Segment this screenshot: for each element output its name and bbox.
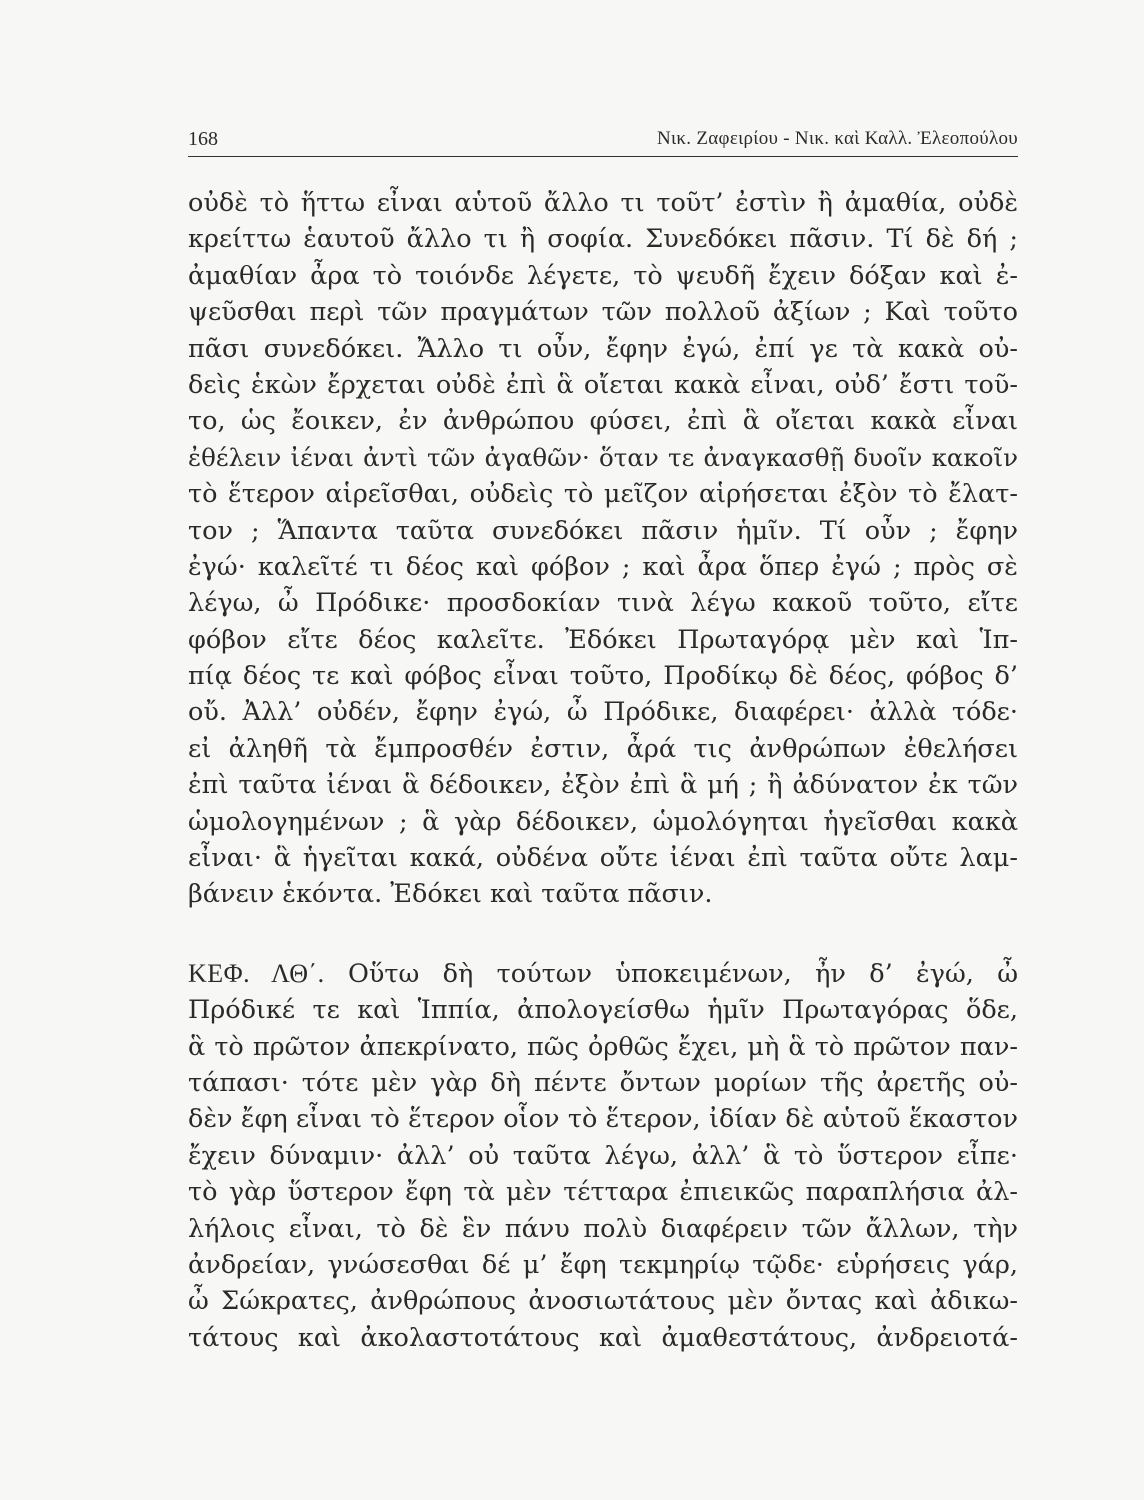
text-line: ἔχειν δύναμιν· ἀλλ’ οὐ ταῦτα λέγω, ἀλλ’ ἃ τὸ ὕστερον εἶπε·	[188, 1140, 1018, 1171]
text-line: δεὶς ἑκὼν ἔρχεται οὐδὲ ἐπὶ ἃ οἴεται κακὰ εἶναι, οὐδ’ ἔστι τοῦ-	[188, 369, 1018, 400]
text-line: φόβον εἴτε δέος καλεῖτε. Ἐδόκει Πρωταγόρᾳ μὲν καὶ Ἱπ-	[188, 624, 1018, 655]
text-line: βάνειν ἑκόντα. Ἐδόκει καὶ ταῦτα πᾶσιν.	[188, 879, 713, 910]
text-line: πίᾳ δέος τε καὶ φόβος εἶναι τοῦτο, Προδίκῳ δὲ δέος, φόβος δ’	[188, 661, 1018, 692]
text-line: οὔ. Ἀλλ’ οὐδέν, ἔφην ἐγώ, ὦ Πρόδικε, διαφέρει· ἀλλὰ τόδε·	[188, 697, 1018, 728]
text-line: ἃ τὸ πρῶτον ἀπεκρίνατο, πῶς ὀρθῶς ἔχει, μὴ ἃ τὸ πρῶτον παν-	[188, 1031, 1018, 1062]
paragraph-2	[188, 956, 1018, 1356]
chapter-heading: ΚΕΦ. ΛΘ΄.	[188, 958, 325, 988]
text-line: κρείττω ἑαυτοῦ ἄλλο τι ἢ σοφία. Συνεδόκει πᾶσιν. Τί δὲ δή ;	[188, 224, 1018, 255]
text-line-rest: Οὕτω δὴ τούτων ὑποκειμένων, ἦν δ’ ἐγώ, ὦ	[324, 958, 1018, 989]
text-line: δὲν ἔφη εἶναι τὸ ἕτερον οἷον τὸ ἕτερον, ἰδίαν δὲ αὑτοῦ ἕκαστον	[188, 1104, 1018, 1135]
text-line: ὡμολογημένων ; ἃ γὰρ δέδοικεν, ὡμολόγηται ἡγεῖσθαι κακὰ	[188, 806, 1018, 837]
text-line: ὦ Σώκρατες, ἀνθρώπους ἀνοσιωτάτους μὲν ὄντας καὶ ἀδικω-	[188, 1286, 1018, 1317]
text-line: ἐπὶ ταῦτα ἰέναι ἃ δέδοικεν, ἐξὸν ἐπὶ ἃ μή ; ἢ ἀδύνατον ἐκ τῶν	[188, 770, 1018, 801]
text-line: ἀμαθίαν ἆρα τὸ τοιόνδε λέγετε, τὸ ψευδῆ ἔχειν δόξαν καὶ ἐ-	[188, 260, 1018, 291]
text-line: τάπασι· τότε μὲν γὰρ δὴ πέντε ὄντων μορίων τῆς ἀρετῆς οὐ-	[188, 1067, 1018, 1098]
text-line	[188, 956, 1018, 992]
running-head	[188, 126, 1018, 157]
body-text	[188, 185, 1018, 1356]
page-number: 168	[188, 128, 218, 150]
text-line: λέγω, ὦ Πρόδικε· προσδοκίαν τινὰ λέγω κακοῦ τοῦτο, εἴτε	[188, 588, 1018, 619]
text-line: ψεῦσθαι περὶ τῶν πραγμάτων τῶν πολλοῦ ἀξίων ; Καὶ τοῦτο	[188, 297, 1018, 328]
header-authors: Νικ. Ζαφειρίου - Νικ. καὶ Καλλ. Ἐλεοπούλου	[656, 128, 1018, 149]
book-page	[188, 126, 1018, 1356]
paragraph-1	[188, 185, 1018, 913]
text-line: ἐθέλειν ἰέναι ἀντὶ τῶν ἀγαθῶν· ὅταν τε ἀναγκασθῇ δυοῖν κακοῖν	[188, 442, 1018, 472]
text-line: εἶναι· ἃ ἡγεῖται κακά, οὐδένα οὔτε ἰέναι ἐπὶ ταῦτα οὔτε λαμ-	[188, 843, 1018, 874]
text-line: τὸ ἕτερον αἱρεῖσθαι, οὐδεὶς τὸ μεῖζον αἱρήσεται ἐξὸν τὸ ἔλατ-	[188, 479, 1018, 510]
text-line: τάτους καὶ ἀκολαστοτάτους καὶ ἀμαθεστάτους, ἀνδρειοτά-	[188, 1322, 1018, 1353]
text-line: Πρόδικέ τε καὶ Ἱππία, ἀπολογείσθω ἡμῖν Πρωταγόρας ὅδε,	[188, 995, 1018, 1026]
text-line: εἰ ἀληθῆ τὰ ἔμπροσθέν ἐστιν, ἆρά τις ἀνθρώπων ἐθελήσει	[188, 733, 1018, 764]
text-line: το, ὡς ἔοικεν, ἐν ἀνθρώπου φύσει, ἐπὶ ἃ οἴεται κακὰ εἶναι	[188, 406, 1018, 437]
text-line: λήλοις εἶναι, τὸ δὲ ἓν πάνυ πολὺ διαφέρειν τῶν ἄλλων, τὴν	[188, 1213, 1018, 1244]
text-line: οὐδὲ τὸ ἥττω εἶναι αὑτοῦ ἄλλο τι τοῦτ’ ἐστὶν ἢ ἀμαθία, οὐδὲ	[188, 188, 1018, 218]
text-line: ἐγώ· καλεῖτέ τι δέος καὶ φόβον ; καὶ ἆρα ὅπερ ἐγώ ; πρὸς σὲ	[188, 551, 1018, 582]
text-line: ἀνδρείαν, γνώσεσθαι δέ μ’ ἔφη τεκμηρίῳ τῷδε· εὑρήσεις γάρ,	[188, 1249, 1018, 1280]
text-line: τον ; Ἅπαντα ταῦτα συνεδόκει πᾶσιν ἡμῖν. Τί οὖν ; ἔφην	[188, 515, 1018, 546]
paragraph-gap	[188, 913, 1018, 956]
text-line: πᾶσι συνεδόκει. Ἄλλο τι οὖν, ἔφην ἐγώ, ἐπί γε τὰ κακὰ οὐ-	[188, 333, 1018, 364]
text-line: τὸ γὰρ ὕστερον ἔφη τὰ μὲν τέτταρα ἐπιεικῶς παραπλήσια ἀλ-	[188, 1177, 1018, 1208]
